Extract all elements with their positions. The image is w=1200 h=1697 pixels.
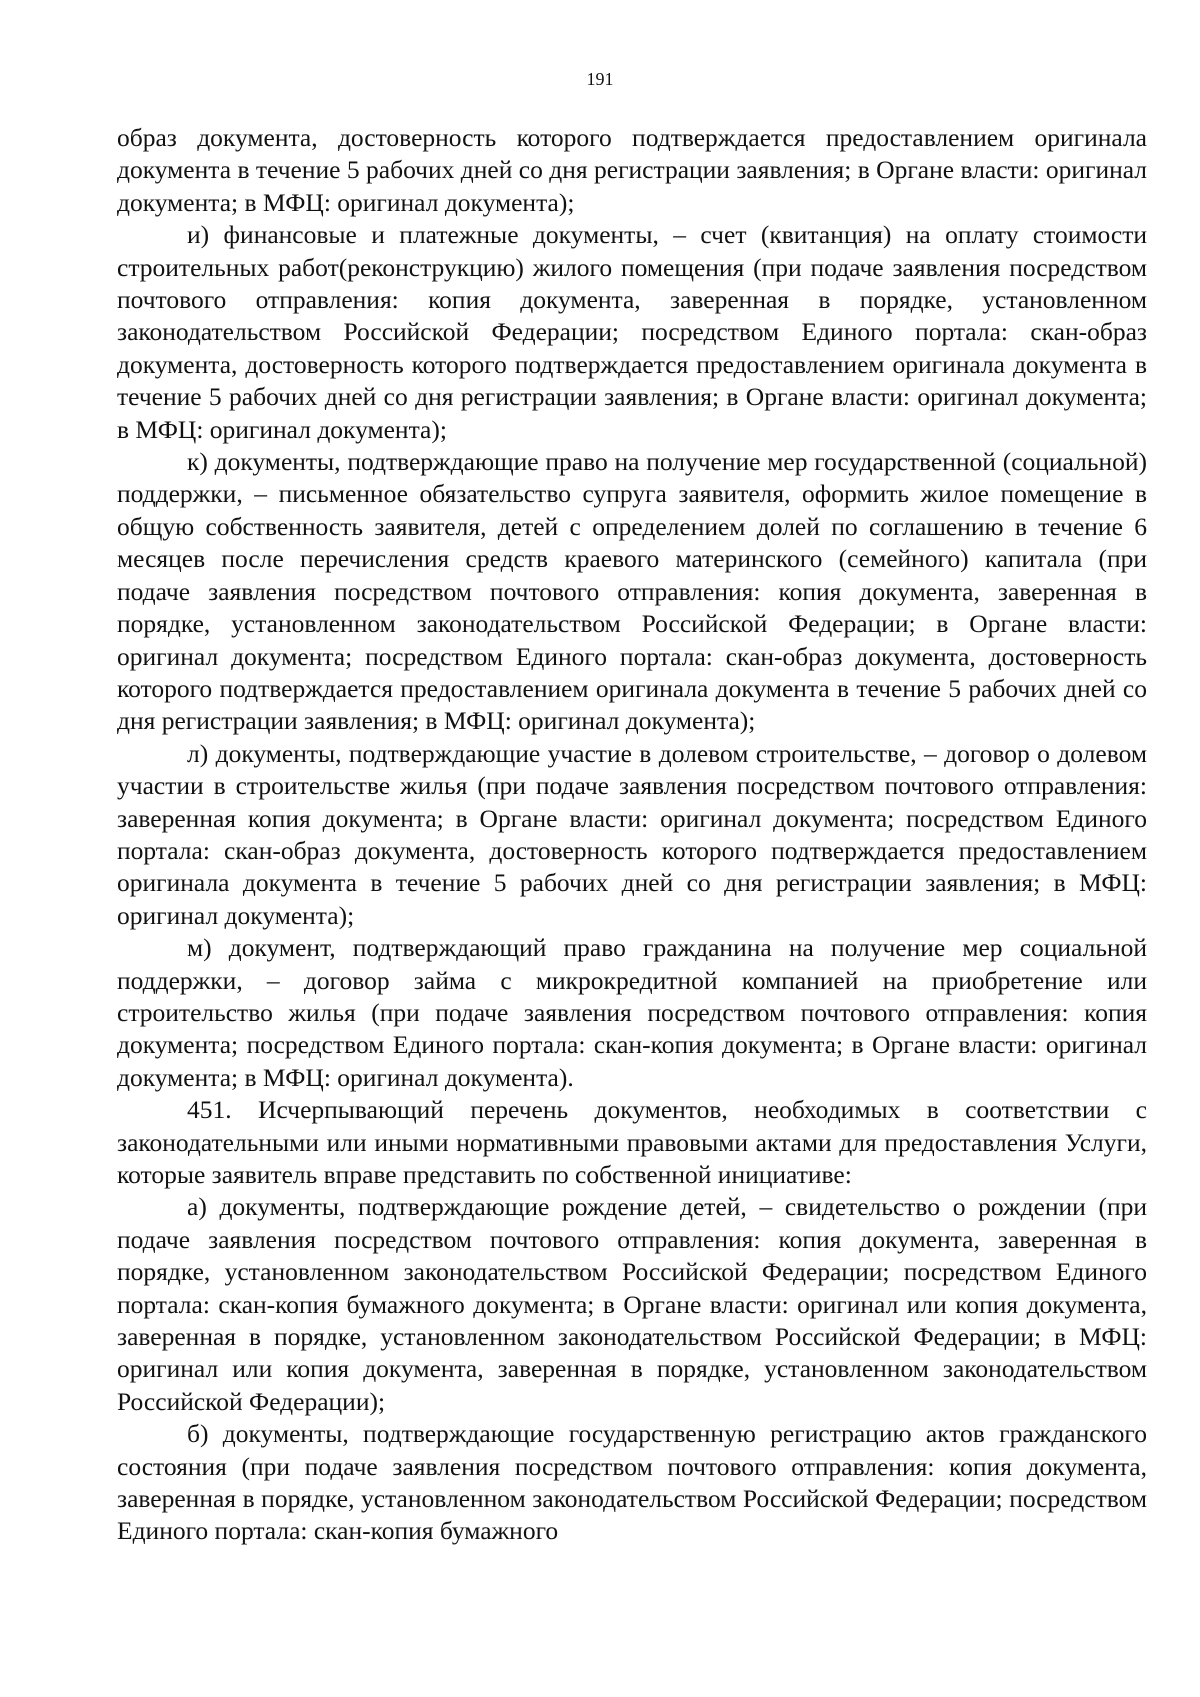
paragraph-item-k: к) документы, подтверждающие право на получение мер государственной (социальной) поддержки, – письменное обязательство супруга заявителя, оформить жилое помещение в общую собственность заявителя, детей с определением долей по соглашению в течение 6 месяцев после перечисления средств краевого материнского (семейного) капитала (при подаче заявления посредством почтового отправления: копия документа, заверенная в порядке, установленном законодательством Российской Федерации; в Органе власти: оригинал документа; посредством Единого портала: скан-образ документа, достоверность которого подтверждается предоставлением оригинала документа в течение 5 рабочих дней со дня регистрации заявления; в МФЦ: оригинал документа); <box>117 447 1147 736</box>
document-body <box>117 122 1147 1548</box>
paragraph-section-451: 451. Исчерпывающий перечень документов, необходимых в соответствии с законодательными или иными нормативными правовыми актами для предоставления Услуги, которые заявитель вправе представить по собственной инициативе: <box>117 1095 1147 1189</box>
paragraph-item-m: м) документ, подтверждающий право гражданина на получение мер социальной поддержки, – договор займа с микрокредитной компанией на приобретение или строительство жилья (при подаче заявления посредством почтового отправления: копия документа; посредством Единого портала: скан-копия документа; в Органе власти: оригинал документа; в МФЦ: оригинал документа). <box>117 933 1147 1092</box>
paragraph-item-l: л) документы, подтверждающие участие в долевом строительстве, – договор о долевом участии в строительстве жилья (при подаче заявления посредством почтового отправления: заверенная копия документа; в Органе власти: оригинал документа; посредством Единого портала: скан-образ документа, достоверность которого подтверждается предоставлением оригинала документа в течение 5 рабочих дней со дня регистрации заявления; в МФЦ: оригинал документа); <box>117 738 1147 930</box>
paragraph-item-b: б) документы, подтверждающие государственную регистрацию актов гражданского состояния (при подаче заявления посредством почтового отправления: копия документа, заверенная в порядке, установленном законодательством Российской Федерации; посредством Единого портала: скан-копия бумажного <box>117 1419 1147 1546</box>
paragraph-item-i: и) финансовые и платежные документы, – счет (квитанция) на оплату стоимости строительных работ(реконструкцию) жилого помещения (при подаче заявления посредством почтового отправления: копия документа, заверенная в порядке, установленном законодательством Российской Федерации; посредством Единого портала: скан-образ документа, достоверность которого подтверждается предоставлением оригинала документа в течение 5 рабочих дней со дня регистрации заявления; в Органе власти: оригинал документа; в МФЦ: оригинал документа); <box>117 220 1147 444</box>
paragraph-item-a: а) документы, подтверждающие рождение детей, – свидетельство о рождении (при подаче заявления посредством почтового отправления: копия документа, заверенная в порядке, установленном законодательством Российской Федерации; посредством Единого портала: скан-копия бумажного документа; в Органе власти: оригинал или копия документа, заверенная в порядке, установленном законодательством Российской Федерации; в МФЦ: оригинал или копия документа, заверенная в порядке, установленном законодательством Российской Федерации); <box>117 1192 1147 1416</box>
paragraph-continuation: образ документа, достоверность которого подтверждается предоставлением оригинала документа в течение 5 рабочих дней со дня регистрации заявления; в Органе власти: оригинал документа; в МФЦ: оригинал документа); <box>117 123 1147 217</box>
page-number: 191 <box>586 69 614 89</box>
